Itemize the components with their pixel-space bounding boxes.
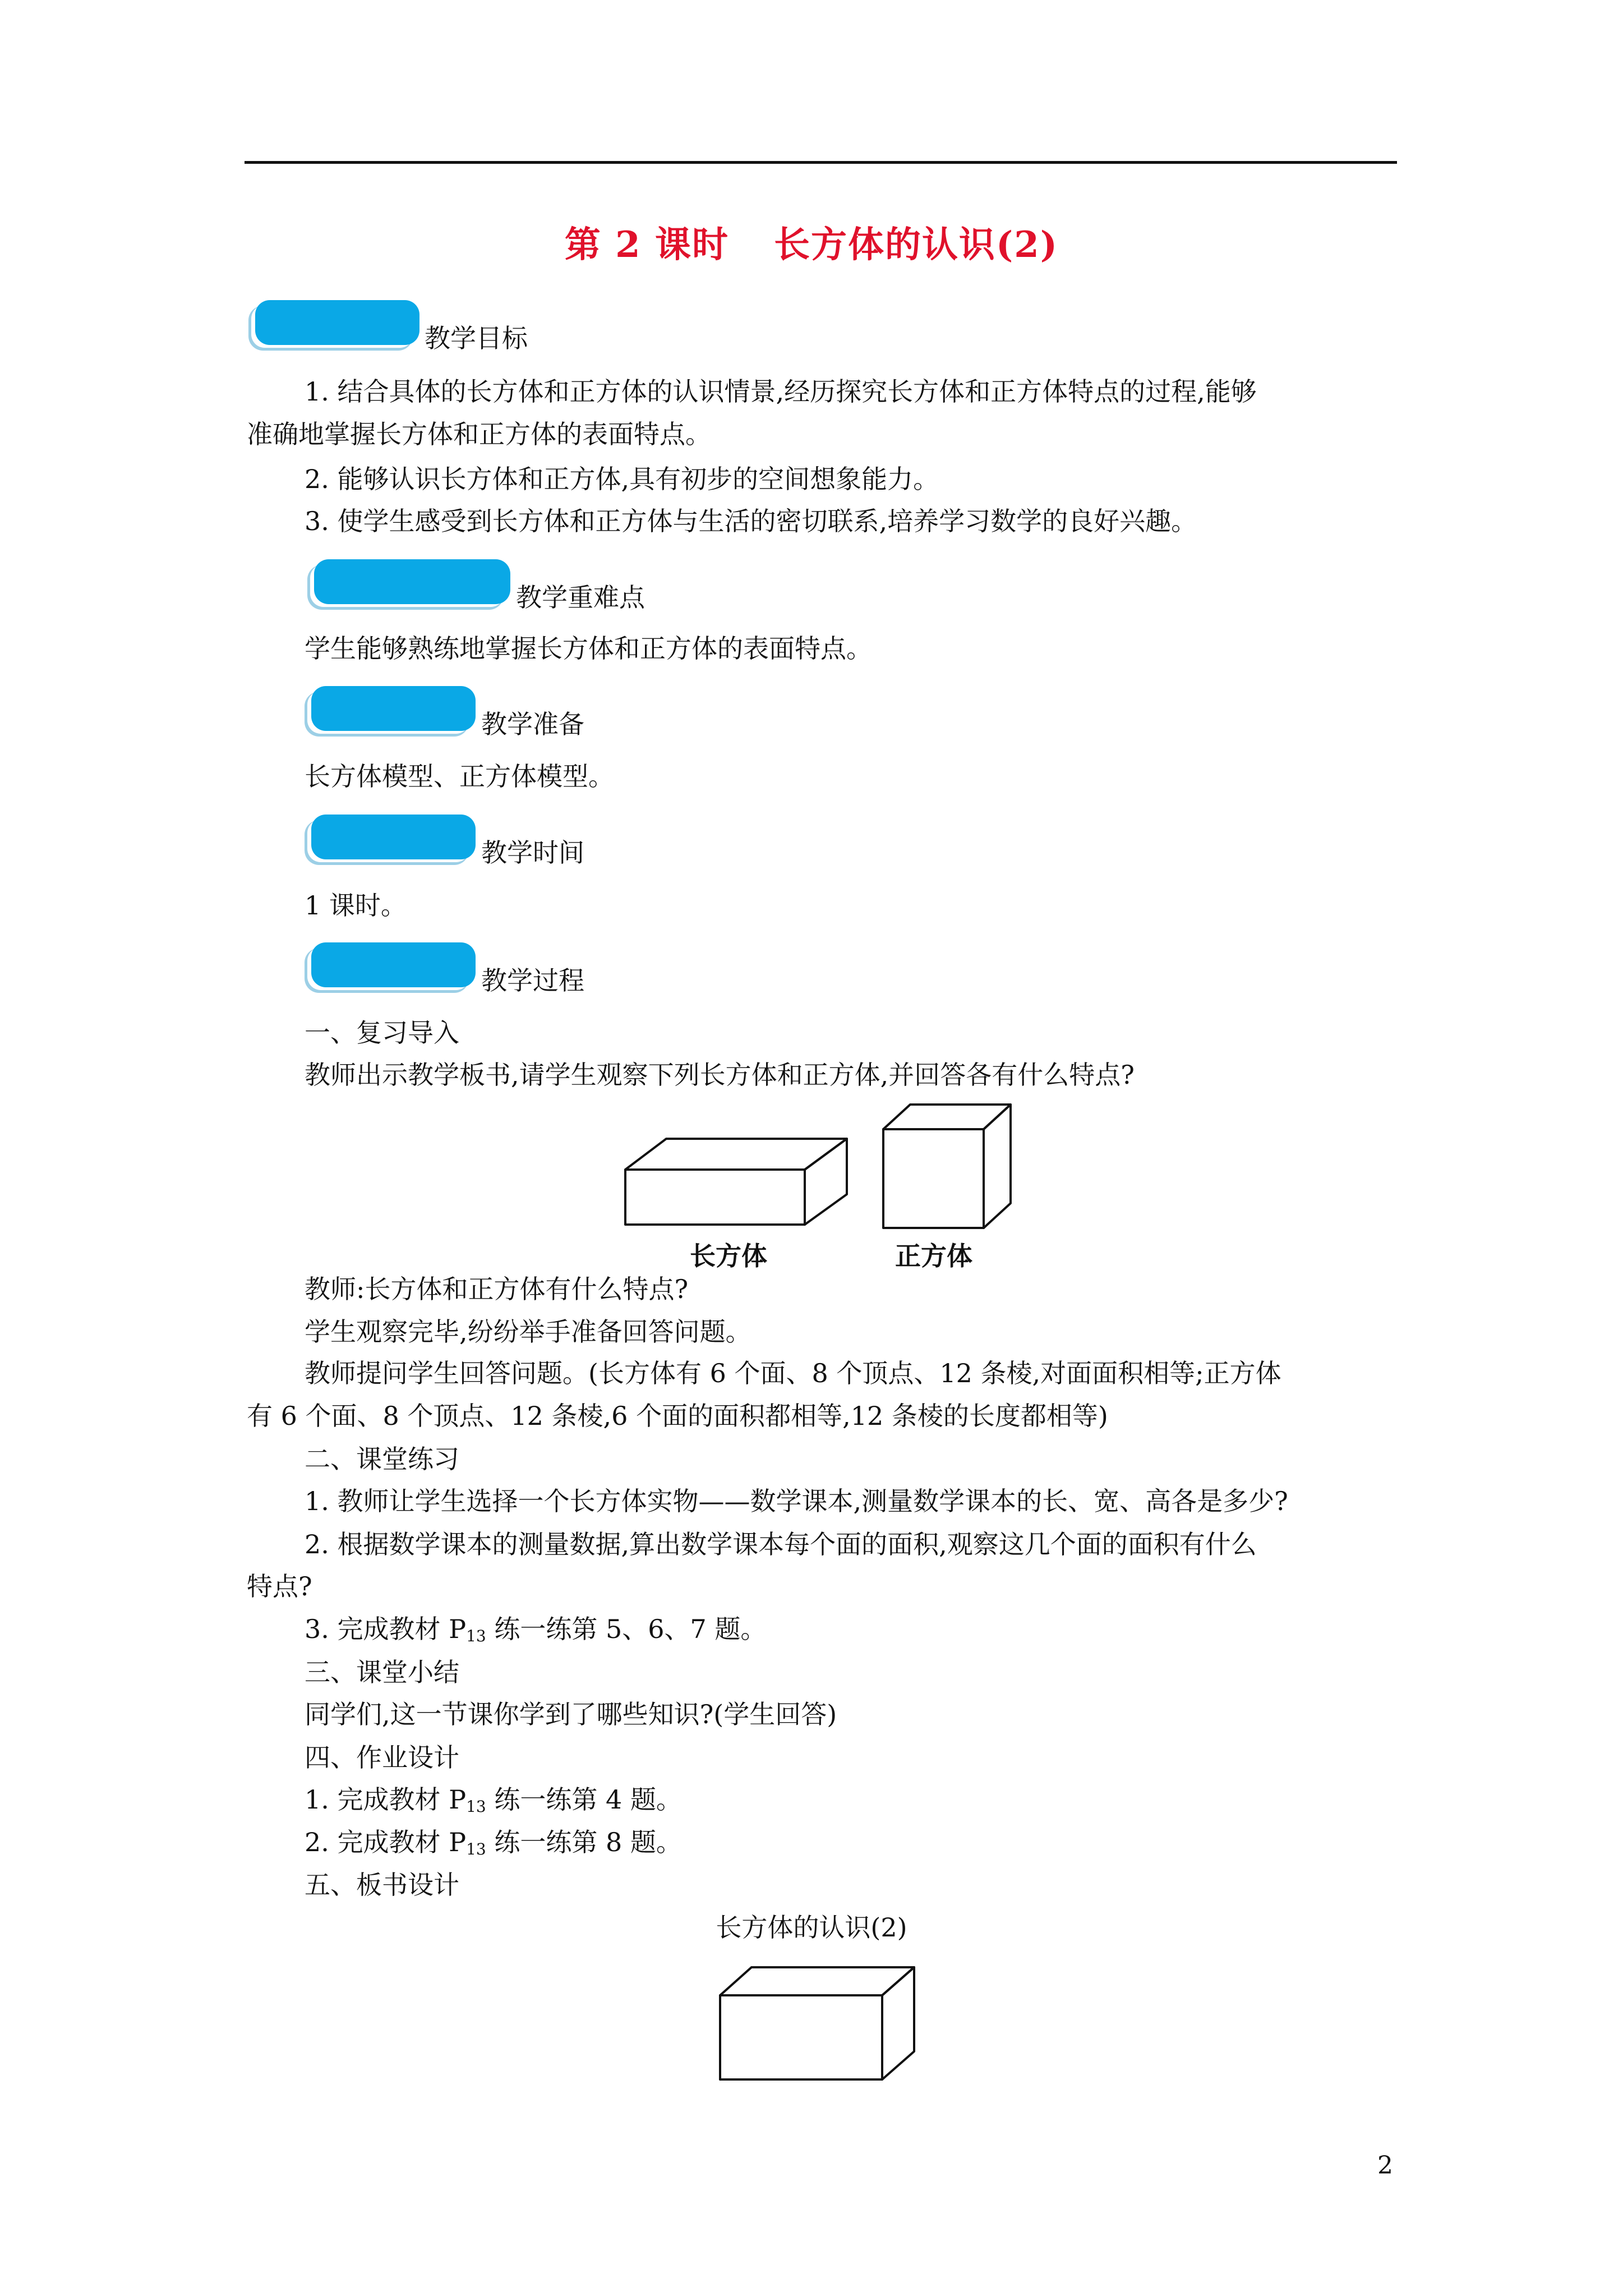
section-badge [311, 686, 476, 731]
teacher-answer-line-1: 教师提问学生回答问题。(长方体有 6 个面、8 个顶点、12 条棱,对面面积相等;正方体 [305, 1358, 1281, 1388]
prep-text: 长方体模型、正方体模型。 [305, 761, 614, 792]
header-rule [245, 161, 1397, 164]
cuboid-top-face [625, 1139, 847, 1170]
time-text: 1 课时。 [305, 890, 407, 921]
goal-1-line-1: 1. 结合具体的长方体和正方体的认识情景,经历探究长方体和正方体特点的过程,能够 [305, 376, 1257, 407]
goal-3: 3. 使学生感受到长方体和正方体与生活的密切联系,培养学习数学的良好兴趣。 [305, 506, 1197, 536]
summary-text: 同学们,这一节课你学到了哪些知识?(学生回答) [305, 1699, 837, 1729]
exercise-3: 3. 完成教材 $P_{13}$ 练一练第 5、6、7 题。 [305, 1614, 767, 1645]
section-badge [311, 942, 476, 987]
section-badge [311, 815, 476, 859]
heading-board-design: 五、板书设计 [305, 1870, 459, 1900]
teacher-question: 教师:长方体和正方体有什么特点? [305, 1274, 689, 1304]
lesson-title [0, 216, 1623, 268]
heading-review: 一、复习导入 [305, 1018, 459, 1048]
section-heading: 教学目标 [425, 323, 528, 353]
students-observe: 学生观察完毕,纷纷举手准备回答问题。 [305, 1317, 751, 1347]
section-heading: 教学时间 [481, 838, 584, 868]
teacher-answer-line-2: 有 6 个面、8 个顶点、12 条棱,6 个面的面积都相等,12 条棱的长度都相等) [247, 1401, 1108, 1431]
heading-homework: 四、作业设计 [305, 1742, 459, 1773]
exercise-2-line-1: 2. 根据数学课本的测量数据,算出数学课本每个面的面积,观察这几个面的面积有什么 [305, 1529, 1257, 1559]
cuboid-front-face [625, 1170, 805, 1225]
goal-2: 2. 能够认识长方体和正方体,具有初步的空间想象能力。 [305, 464, 939, 494]
board-cuboid-top-face [720, 1967, 914, 1995]
exercise-1: 1. 教师让学生选择一个长方体实物——数学课本,测量数学课本的长、宽、高各是多少? [305, 1486, 1288, 1516]
page-number: 2 [1377, 2151, 1393, 2180]
cuboid-drawing [625, 1139, 847, 1225]
goal-1-line-2: 准确地掌握长方体和正方体的表面特点。 [247, 419, 711, 449]
heading-summary: 三、课堂小结 [305, 1657, 459, 1687]
cube-top-face [883, 1105, 1011, 1129]
review-instruction: 教师出示教学板书,请学生观察下列长方体和正方体,并回答各有什么特点? [305, 1060, 1135, 1090]
section-badge [255, 300, 419, 345]
keypoints-text: 学生能够熟练地掌握长方体和正方体的表面特点。 [305, 633, 872, 664]
homework-2: 2. 完成教材 $P_{13}$ 练一练第 8 题。 [305, 1827, 682, 1858]
homework-1: 1. 完成教材 $P_{13}$ 练一练第 4 题。 [305, 1784, 682, 1816]
heading-practice: 二、课堂练习 [305, 1444, 459, 1474]
cuboid-cube-figure [611, 1097, 1038, 1282]
cube-label: 正方体 [895, 1241, 972, 1271]
cuboid-label: 长方体 [690, 1241, 767, 1271]
exercise-2-line-2: 特点? [247, 1571, 312, 1602]
cube-front-face [883, 1129, 984, 1228]
section-heading: 教学准备 [481, 709, 584, 739]
section-heading: 教学过程 [481, 965, 584, 996]
cube-side-face [984, 1105, 1011, 1228]
board-cuboid-front-face [720, 1995, 882, 2079]
board-cuboid-figure [712, 1961, 925, 2087]
lesson-name: 长方体的认识(2) [774, 224, 1059, 266]
lesson-number: 第 2 课时 [564, 224, 729, 266]
board-cuboid-side-face [882, 1967, 914, 2079]
section-heading: 教学重难点 [516, 582, 645, 613]
cube-drawing [883, 1105, 1011, 1228]
cuboid-side-face [805, 1139, 847, 1225]
board-title: 长方体的认识(2) [716, 1912, 907, 1943]
section-badge [314, 559, 510, 604]
